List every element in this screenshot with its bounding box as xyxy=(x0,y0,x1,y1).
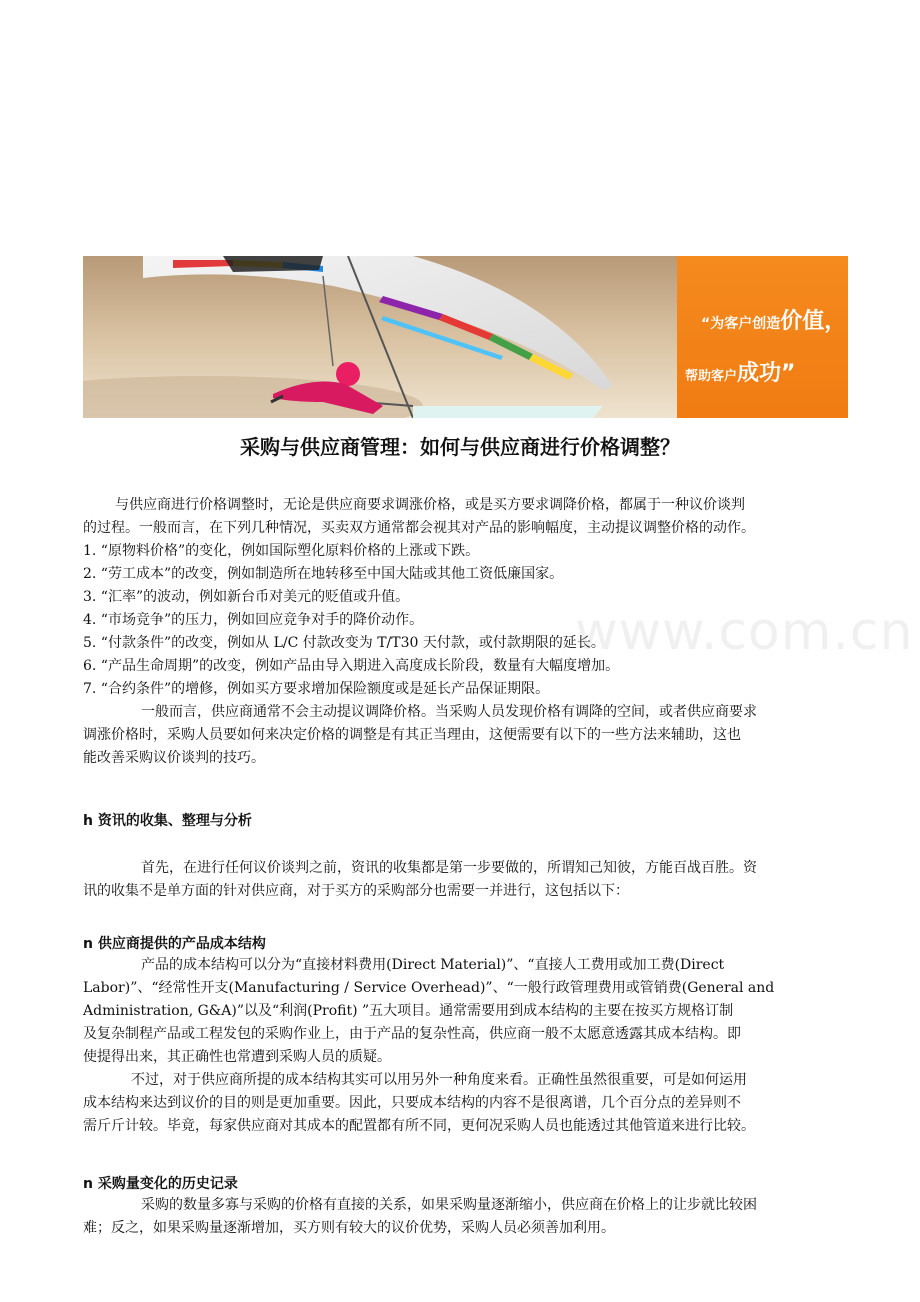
slogan-line-2-emphasis: 成功” xyxy=(737,361,796,386)
section-heading: h 资讯的收集、整理与分析 xyxy=(83,813,252,829)
list-item: 1. “原物料价格”的变化，例如国际塑化原料价格的上涨或下跌。 xyxy=(83,543,480,559)
section-heading: n 供应商提供的产品成本结构 xyxy=(83,936,266,952)
slogan-line-2 xyxy=(685,356,795,387)
section-1-body xyxy=(83,857,866,903)
slogan-line-2-text: 帮助客户 xyxy=(685,369,738,384)
paragraph-line: 成本结构来达到议价的目的则是更加重要。因此，只要成本结构的内容不是很离谱，几个百分点的差异则不 xyxy=(83,1095,741,1111)
paragraph-line: 讯的收集不是单方面的针对供应商，对于买方的采购部分也需要一并进行，这包括以下： xyxy=(83,883,629,899)
intro-line: 的过程。一般而言，在下列几种情况，买卖双方通常都会视其对产品的影响幅度，主动提议调整价格的动作。 xyxy=(83,520,755,536)
paragraph-line: 不过，对于供应商所提的成本结构其实可以用另外一种角度来看。正确性虽然很重要，可是如何运用 xyxy=(131,1072,747,1088)
list-item: 6. “产品生命周期”的改变，例如产品由导入期进入高度成长阶段，数量有大幅度增加。 xyxy=(83,658,620,674)
intro-line: 与供应商进行价格调整时，无论是供应商要求调涨价格，或是买方要求调降价格，都属于一种议价谈判 xyxy=(115,497,745,513)
paragraph-line: 调涨价格时，采购人员要如何来决定价格的调整是有其正当理由，这便需要有以下的一些方法来辅助，这也 xyxy=(83,727,741,743)
slogan-panel xyxy=(677,256,848,418)
section-2-body xyxy=(83,954,866,1138)
paragraph-line: 产品的成本结构可以分为“直接材料费用(Direct Material)”、“直接人工费用或加工费(Direct xyxy=(141,957,725,973)
paragraph-line: 一般而言，供应商通常不会主动提议调降价格。当采购人员发现价格有调降的空间，或者供应商要求 xyxy=(141,704,757,720)
hang-glider-photo xyxy=(83,256,677,418)
section-heading: n 采购量变化的历史记录 xyxy=(83,1176,238,1192)
list-item: 7. “合约条件”的增修，例如买方要求增加保险额度或是延长产品保证期限。 xyxy=(83,681,550,697)
paragraph-line: 采购的数量多寡与采购的价格有直接的关系，如果采购量逐渐缩小，供应商在价格上的让步就比较困 xyxy=(141,1197,757,1213)
list-item: 3. “汇率”的波动，例如新台币对美元的贬值或升值。 xyxy=(83,589,410,605)
paragraph-line: Labor)”、“经常性开支(Manufacturing / Service Overhead)”、“一般行政管理费用或管销费(General and xyxy=(83,980,775,996)
paragraph-line: Administration, G&A)”以及“利润(Profit) ”五大项目。通常需要用到成本结构的主要在按买方规格订制 xyxy=(83,1003,734,1019)
list-item: 2. “劳工成本”的改变，例如制造所在地转移至中国大陆或其他工资低廉国家。 xyxy=(83,566,564,582)
header-banner xyxy=(83,256,848,418)
list-item: 5. “付款条件”的改变，例如从 L/C 付款改变为 T/T30 天付款，或付款期限的延长。 xyxy=(83,635,605,651)
slogan-line-1-text: “为客户创造 xyxy=(701,316,781,332)
paragraph-line: 能改善采购议价谈判的技巧。 xyxy=(83,750,265,766)
paragraph-line: 需斤斤计较。毕竟，每家供应商对其成本的配置都有所不同，更何况采购人员也能透过其他管道来进行比较。 xyxy=(83,1118,755,1134)
slogan-line-1 xyxy=(701,304,846,335)
paragraph-line: 及复杂制程产品或工程发包的采购作业上，由于产品的复杂性高，供应商一般不太愿意透露其成本结构。即 xyxy=(83,1026,741,1042)
section-3-body xyxy=(83,1194,866,1240)
paragraph-line: 首先，在进行任何议价谈判之前，资讯的收集都是第一步要做的，所谓知己知彼，方能百战百胜。资 xyxy=(141,860,757,876)
intro-section xyxy=(83,494,866,770)
watermark: www.com.cn xyxy=(575,602,914,662)
document-title: 采购与供应商管理：如何与供应商进行价格调整？ xyxy=(240,435,680,459)
list-item: 4. “市场竞争”的压力，例如回应竞争对手的降价动作。 xyxy=(83,612,424,628)
slogan-line-1-emphasis: 价值， xyxy=(780,309,847,334)
paragraph-line: 难；反之，如果采购量逐渐增加，买方则有较大的议价优势，采购人员必须善加利用。 xyxy=(83,1220,615,1236)
paragraph-line: 使提得出来，其正确性也常遭到采购人员的质疑。 xyxy=(83,1049,391,1065)
